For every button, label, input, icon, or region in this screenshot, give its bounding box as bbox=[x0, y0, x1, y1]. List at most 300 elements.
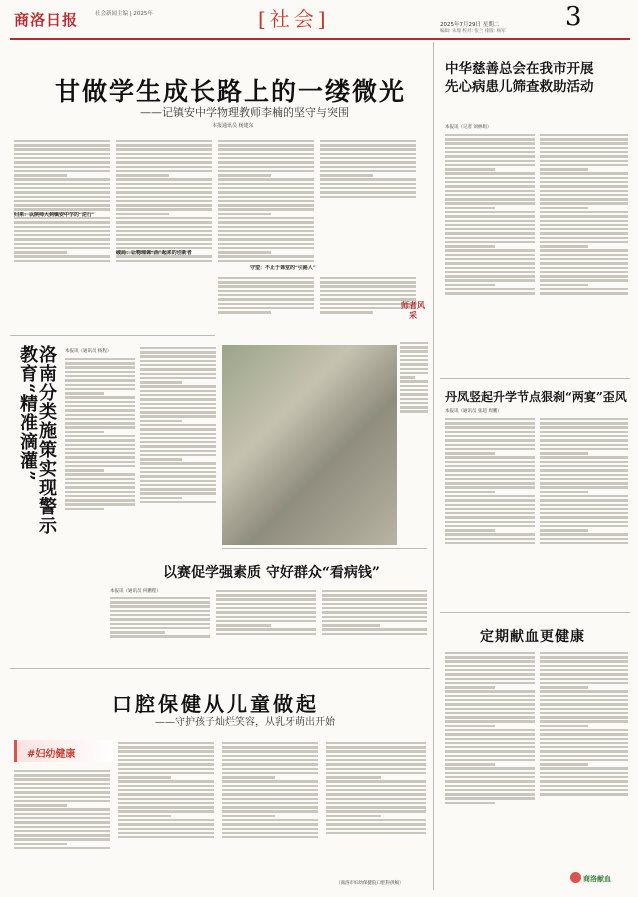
text-line bbox=[65, 366, 135, 368]
text-line bbox=[540, 738, 628, 740]
text-line bbox=[400, 389, 428, 391]
text-line bbox=[140, 441, 216, 443]
text-line bbox=[445, 444, 535, 446]
donation-logo: 商洛献血 bbox=[583, 874, 611, 883]
text-line bbox=[14, 174, 67, 176]
text-line bbox=[320, 277, 416, 279]
text-line bbox=[116, 178, 212, 180]
text-line bbox=[445, 525, 535, 527]
text-line bbox=[65, 465, 135, 467]
text-line bbox=[326, 815, 381, 817]
section-label: [社会] bbox=[258, 7, 330, 31]
text-line bbox=[118, 750, 214, 752]
text-line bbox=[65, 495, 135, 497]
text-line bbox=[118, 776, 171, 778]
text-line bbox=[540, 254, 628, 256]
text-line bbox=[65, 379, 135, 381]
text-line bbox=[445, 695, 535, 697]
right-mid-byline: 本报讯（通讯员 张超 周鹏） bbox=[445, 409, 502, 414]
right-bottom-body-col1 bbox=[445, 650, 535, 875]
text-line bbox=[445, 738, 535, 740]
text-line bbox=[140, 471, 216, 473]
lead-section-head: 守望：不止于课堂的“引路人” bbox=[250, 265, 316, 271]
text-line bbox=[445, 729, 535, 731]
masthead-rule bbox=[10, 38, 630, 40]
text-line bbox=[445, 478, 535, 480]
text-line bbox=[445, 168, 495, 170]
text-line bbox=[445, 249, 535, 251]
bottom-body-col1 bbox=[14, 768, 110, 886]
text-line bbox=[65, 435, 135, 437]
text-line bbox=[540, 712, 628, 714]
text-line bbox=[222, 810, 318, 812]
text-line bbox=[400, 368, 428, 370]
text-line bbox=[65, 431, 104, 433]
text-line bbox=[65, 414, 135, 416]
text-line bbox=[222, 798, 318, 800]
text-line bbox=[140, 355, 216, 357]
text-line bbox=[216, 616, 316, 618]
text-line bbox=[445, 682, 535, 684]
text-line bbox=[320, 183, 416, 185]
text-line bbox=[540, 482, 628, 484]
text-line bbox=[140, 475, 216, 477]
text-line bbox=[445, 228, 535, 230]
text-line bbox=[445, 652, 535, 654]
text-line bbox=[445, 767, 535, 769]
text-line bbox=[218, 178, 314, 180]
text-line bbox=[140, 403, 216, 405]
text-line bbox=[14, 843, 67, 845]
text-line bbox=[540, 422, 628, 424]
text-line bbox=[326, 763, 426, 765]
text-line bbox=[140, 360, 216, 362]
text-line bbox=[400, 342, 428, 344]
text-line bbox=[65, 439, 135, 441]
text-line bbox=[445, 495, 535, 497]
text-line bbox=[110, 623, 210, 625]
text-line bbox=[140, 458, 182, 460]
text-line bbox=[445, 254, 535, 256]
text-line bbox=[65, 362, 135, 364]
divider bbox=[10, 335, 215, 336]
text-line bbox=[445, 422, 535, 424]
text-line bbox=[326, 780, 426, 782]
text-line bbox=[445, 207, 495, 209]
text-line bbox=[218, 200, 314, 202]
text-line bbox=[320, 153, 416, 155]
text-line bbox=[14, 148, 110, 150]
text-line bbox=[400, 385, 428, 387]
text-line bbox=[540, 686, 588, 688]
text-line bbox=[218, 234, 314, 236]
text-line bbox=[540, 733, 628, 735]
text-line bbox=[445, 439, 535, 441]
text-line bbox=[65, 388, 135, 390]
text-line bbox=[222, 763, 318, 765]
text-line bbox=[14, 821, 110, 823]
text-line bbox=[445, 746, 535, 748]
text-line bbox=[540, 228, 628, 230]
text-line bbox=[14, 251, 67, 253]
text-line bbox=[445, 198, 535, 200]
text-line bbox=[540, 521, 628, 523]
text-line bbox=[65, 473, 135, 475]
text-line bbox=[14, 243, 110, 245]
text-line bbox=[110, 614, 210, 616]
text-line bbox=[445, 690, 535, 692]
text-line bbox=[400, 393, 428, 395]
text-line bbox=[445, 271, 535, 273]
text-line bbox=[540, 716, 628, 718]
text-line bbox=[445, 172, 535, 174]
text-line bbox=[400, 355, 428, 357]
text-line bbox=[326, 785, 426, 787]
text-line bbox=[14, 153, 110, 155]
text-line bbox=[118, 823, 214, 825]
text-line bbox=[14, 157, 110, 159]
text-line bbox=[540, 529, 588, 531]
text-line bbox=[540, 469, 628, 471]
text-line bbox=[14, 166, 110, 168]
text-line bbox=[540, 538, 628, 540]
text-line bbox=[326, 759, 426, 761]
text-line bbox=[118, 810, 214, 812]
right-mid-body-col1 bbox=[445, 416, 535, 606]
text-line bbox=[320, 157, 416, 159]
text-line bbox=[118, 793, 214, 795]
text-line bbox=[540, 185, 628, 187]
text-line bbox=[445, 456, 535, 458]
text-line bbox=[14, 796, 110, 798]
text-line bbox=[118, 802, 214, 804]
text-line bbox=[540, 729, 628, 731]
text-line bbox=[445, 780, 535, 782]
text-line bbox=[540, 793, 628, 795]
text-line bbox=[218, 161, 314, 163]
text-line bbox=[14, 196, 110, 198]
text-line bbox=[445, 215, 535, 217]
text-line bbox=[540, 138, 628, 140]
text-line bbox=[445, 469, 535, 471]
text-line bbox=[218, 213, 271, 215]
text-line bbox=[65, 409, 135, 411]
text-line bbox=[14, 770, 110, 772]
text-line bbox=[540, 669, 628, 671]
text-line bbox=[445, 288, 535, 290]
text-line bbox=[218, 285, 314, 287]
text-line bbox=[140, 450, 216, 452]
text-line bbox=[326, 768, 426, 770]
text-line bbox=[540, 288, 628, 290]
text-line bbox=[218, 140, 314, 142]
text-line bbox=[540, 456, 628, 458]
text-line bbox=[222, 836, 318, 838]
text-line bbox=[222, 768, 318, 770]
text-line bbox=[14, 255, 110, 257]
divider bbox=[10, 668, 430, 669]
bottom-body-col2 bbox=[118, 740, 214, 886]
text-line bbox=[118, 828, 214, 830]
text-line bbox=[540, 292, 628, 294]
text-line bbox=[118, 815, 171, 817]
text-line bbox=[445, 538, 535, 540]
text-line bbox=[140, 385, 216, 387]
text-line bbox=[222, 750, 318, 752]
text-line bbox=[445, 220, 535, 222]
text-line bbox=[216, 603, 316, 605]
text-line bbox=[445, 742, 535, 744]
text-line bbox=[400, 372, 428, 374]
text-line bbox=[326, 772, 426, 774]
text-line bbox=[140, 415, 216, 417]
text-line bbox=[14, 791, 110, 793]
text-line bbox=[218, 251, 271, 253]
text-line bbox=[14, 178, 110, 180]
text-line bbox=[218, 243, 314, 245]
text-line bbox=[110, 635, 210, 637]
text-line bbox=[540, 499, 628, 501]
bottom-subhead: ——守护孩子灿烂笑容，从乳牙萌出开始 bbox=[155, 717, 335, 728]
photo-caption bbox=[400, 340, 428, 450]
text-line bbox=[14, 817, 110, 819]
text-line bbox=[116, 213, 169, 215]
text-line bbox=[14, 838, 110, 840]
text-line bbox=[14, 774, 110, 776]
text-line bbox=[140, 368, 216, 370]
text-line bbox=[445, 138, 535, 140]
text-line bbox=[326, 776, 381, 778]
text-line bbox=[65, 448, 135, 450]
text-line bbox=[540, 262, 628, 264]
text-line bbox=[445, 720, 535, 722]
text-line bbox=[116, 208, 212, 210]
text-line bbox=[540, 439, 628, 441]
text-line bbox=[14, 783, 110, 785]
text-line bbox=[140, 398, 216, 400]
text-line bbox=[540, 673, 628, 675]
lead-headline: 甘做学生成长路上的一缕微光 bbox=[55, 77, 407, 106]
text-line bbox=[118, 789, 214, 791]
text-line bbox=[445, 797, 535, 799]
text-line bbox=[540, 785, 628, 787]
text-line bbox=[118, 755, 214, 757]
text-line bbox=[540, 194, 628, 196]
text-line bbox=[110, 605, 210, 607]
text-line bbox=[326, 810, 426, 812]
text-line bbox=[540, 134, 628, 136]
mid-body-col1 bbox=[110, 595, 210, 660]
text-line bbox=[540, 172, 628, 174]
text-line bbox=[540, 181, 628, 183]
text-line bbox=[320, 294, 416, 296]
text-line bbox=[110, 618, 210, 620]
text-line bbox=[540, 215, 628, 217]
right-top-headline-line: 中华慈善总会在我市开展 bbox=[445, 61, 594, 77]
category-badge: #妇幼健康 bbox=[27, 749, 76, 760]
text-line bbox=[445, 521, 535, 523]
text-line bbox=[326, 798, 426, 800]
text-line bbox=[445, 785, 535, 787]
text-line bbox=[445, 284, 495, 286]
text-line bbox=[322, 603, 427, 605]
text-line bbox=[400, 406, 428, 408]
text-line bbox=[540, 284, 588, 286]
text-line bbox=[400, 359, 428, 361]
bottom-body-col4 bbox=[326, 740, 426, 880]
text-line bbox=[445, 759, 535, 761]
text-line bbox=[116, 187, 212, 189]
side-byline: 本报讯（通讯员 杨程） bbox=[65, 349, 112, 354]
text-line bbox=[540, 725, 588, 727]
text-line bbox=[116, 221, 212, 223]
text-line bbox=[540, 750, 628, 752]
text-line bbox=[14, 230, 110, 232]
text-line bbox=[540, 504, 628, 506]
text-line bbox=[445, 142, 535, 144]
text-line bbox=[445, 716, 535, 718]
text-line bbox=[320, 196, 416, 198]
quote-label-badge: 师者风采 bbox=[401, 300, 425, 320]
mid-headline: 以赛促学强素质 守好群众“看病钱” bbox=[163, 565, 380, 581]
bottom-body-col3 bbox=[222, 740, 318, 886]
text-line bbox=[540, 224, 628, 226]
publication-info bbox=[95, 10, 153, 18]
text-line bbox=[326, 789, 426, 791]
text-line bbox=[320, 191, 416, 193]
text-line bbox=[222, 759, 318, 761]
text-line bbox=[65, 503, 135, 505]
text-line bbox=[140, 424, 216, 426]
text-line bbox=[218, 303, 314, 305]
text-line bbox=[140, 373, 216, 375]
text-line bbox=[140, 484, 216, 486]
text-line bbox=[445, 793, 535, 795]
bottom-footer: （商洛市妇幼保健院口腔科供稿） bbox=[336, 881, 404, 886]
text-line bbox=[118, 832, 214, 834]
text-line bbox=[540, 699, 628, 701]
text-line bbox=[116, 191, 212, 193]
text-line bbox=[445, 656, 535, 658]
text-line bbox=[445, 435, 535, 437]
text-line bbox=[540, 746, 628, 748]
lead-section-head: 归来：以陕师大到镇安中学的“逆行” bbox=[14, 212, 95, 218]
side-body-col1 bbox=[65, 356, 135, 581]
text-line bbox=[445, 529, 495, 531]
text-line bbox=[322, 620, 427, 622]
text-line bbox=[216, 620, 316, 622]
text-line bbox=[540, 249, 628, 251]
text-line bbox=[65, 491, 135, 493]
text-line bbox=[218, 191, 314, 193]
text-line bbox=[445, 448, 535, 450]
text-line bbox=[400, 363, 428, 365]
text-line bbox=[322, 594, 427, 596]
text-line bbox=[218, 255, 314, 257]
text-line bbox=[540, 279, 628, 281]
text-line bbox=[445, 292, 535, 294]
right-top-headline-line: 先心病患儿筛查救助活动 bbox=[445, 79, 594, 95]
text-line bbox=[116, 148, 212, 150]
text-line bbox=[118, 780, 214, 782]
text-line bbox=[116, 243, 212, 245]
text-line bbox=[14, 226, 110, 228]
text-line bbox=[540, 431, 628, 433]
text-line bbox=[320, 144, 416, 146]
text-line bbox=[445, 232, 535, 234]
text-line bbox=[218, 226, 314, 228]
lead-byline: 本报通讯员 杨建东 bbox=[212, 123, 254, 129]
column-divider bbox=[433, 42, 434, 890]
text-line bbox=[322, 628, 427, 630]
text-line bbox=[445, 245, 495, 247]
text-line bbox=[540, 695, 628, 697]
text-line bbox=[322, 624, 380, 626]
text-line bbox=[116, 247, 212, 249]
text-line bbox=[222, 742, 318, 744]
text-line bbox=[540, 275, 628, 277]
text-line bbox=[540, 682, 628, 684]
text-line bbox=[65, 371, 135, 373]
text-line bbox=[540, 190, 628, 192]
newspaper-logo: 商洛日报 bbox=[14, 11, 79, 29]
text-line bbox=[222, 828, 318, 830]
right-top-body-col2 bbox=[540, 132, 628, 372]
text-line bbox=[140, 364, 216, 366]
divider bbox=[222, 548, 427, 549]
text-line bbox=[118, 768, 214, 770]
text-line bbox=[540, 237, 628, 239]
text-line bbox=[118, 763, 214, 765]
text-line bbox=[540, 155, 628, 157]
text-line bbox=[140, 347, 216, 349]
text-line bbox=[222, 815, 275, 817]
text-line bbox=[326, 832, 426, 834]
text-line bbox=[445, 725, 495, 727]
text-line bbox=[65, 401, 135, 403]
text-line bbox=[65, 444, 135, 446]
text-line bbox=[218, 187, 314, 189]
text-line bbox=[445, 763, 495, 765]
text-line bbox=[322, 598, 427, 600]
text-line bbox=[400, 380, 428, 382]
text-line bbox=[540, 435, 628, 437]
text-line bbox=[118, 759, 214, 761]
text-line bbox=[445, 665, 535, 667]
text-line bbox=[218, 174, 271, 176]
text-line bbox=[118, 746, 214, 748]
text-line bbox=[445, 262, 535, 264]
text-line bbox=[140, 428, 216, 430]
text-line bbox=[540, 486, 628, 488]
text-line bbox=[445, 708, 535, 710]
text-line bbox=[540, 465, 628, 467]
text-line bbox=[116, 157, 212, 159]
text-line bbox=[445, 147, 535, 149]
text-line bbox=[540, 755, 628, 757]
text-line bbox=[540, 151, 628, 153]
text-line bbox=[445, 772, 535, 774]
text-line bbox=[540, 652, 628, 654]
text-line bbox=[445, 686, 495, 688]
text-line bbox=[320, 161, 416, 163]
text-line bbox=[218, 153, 314, 155]
text-line bbox=[140, 454, 216, 456]
text-line bbox=[540, 448, 628, 450]
text-line bbox=[14, 200, 110, 202]
text-line bbox=[326, 755, 426, 757]
text-line bbox=[14, 813, 110, 815]
